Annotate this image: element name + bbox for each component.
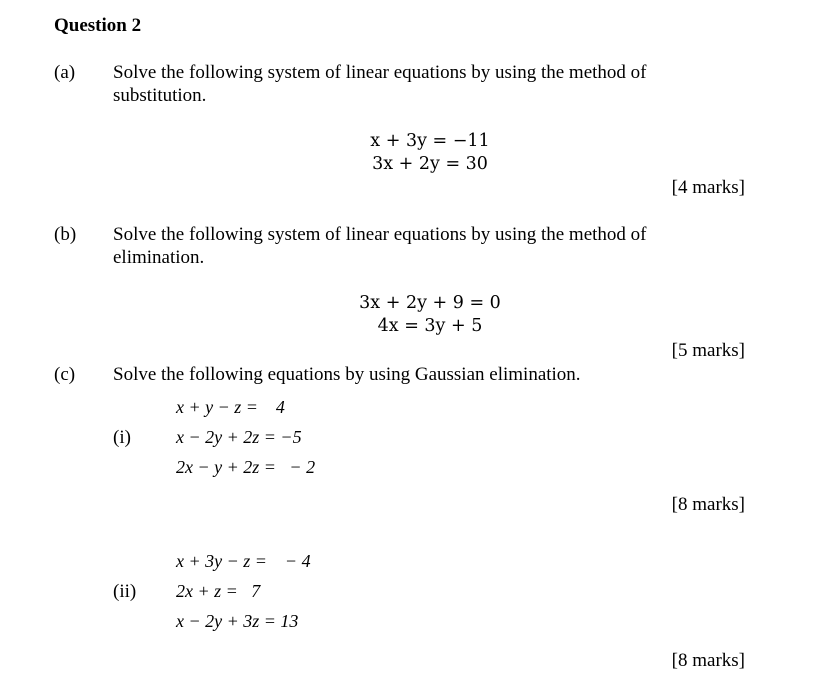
part-a-text-line2: substitution. [113, 85, 207, 106]
part-c-i-marks: [8 marks] [671, 494, 745, 515]
part-b-equation-1: 3x + 2y + 9 = 0 [359, 293, 501, 313]
part-a-text-line1: Solve the following system of linear equations by using the method of [113, 62, 647, 83]
question-title: Question 2 [54, 15, 142, 36]
part-b-text-line2: elimination. [113, 247, 205, 268]
part-a-label: (a) [54, 62, 76, 83]
part-c-ii-label: (ii) [113, 581, 137, 602]
part-c-i-equation-1: x + y − z = 4 [176, 397, 285, 417]
part-b-text-line1: Solve the following system of linear equations by using the method of [113, 224, 647, 245]
part-b-equations [0, 292, 832, 338]
part-b-equation-2: 4x = 3y + 5 [377, 316, 483, 336]
part-b-label: (b) [54, 224, 77, 245]
part-a-equations [0, 130, 832, 176]
part-c-ii-marks: [8 marks] [671, 650, 745, 671]
part-a-equation-1: x + 3y = −11 [370, 131, 490, 151]
part-c-i-label: (i) [113, 427, 131, 448]
part-c-i-equation-3: 2x − y + 2z = − 2 [176, 457, 316, 477]
part-c-i-equation-2: x − 2y + 2z = −5 [176, 427, 302, 447]
part-a-equation-2: 3x + 2y = 30 [372, 154, 488, 174]
part-a-marks: [4 marks] [671, 177, 745, 198]
part-c-ii-equation-3: x − 2y + 3z = 13 [176, 611, 299, 631]
part-c-ii-equation-1: x + 3y − z = − 4 [176, 551, 311, 571]
part-c-text: Solve the following equations by using Gaussian elimination. [113, 364, 581, 385]
part-a-text [113, 61, 647, 107]
part-b-text [113, 223, 647, 269]
part-b-marks: [5 marks] [671, 340, 745, 361]
part-c-ii-equation-2: 2x + z = 7 [176, 581, 261, 601]
part-c-label: (c) [54, 364, 76, 385]
